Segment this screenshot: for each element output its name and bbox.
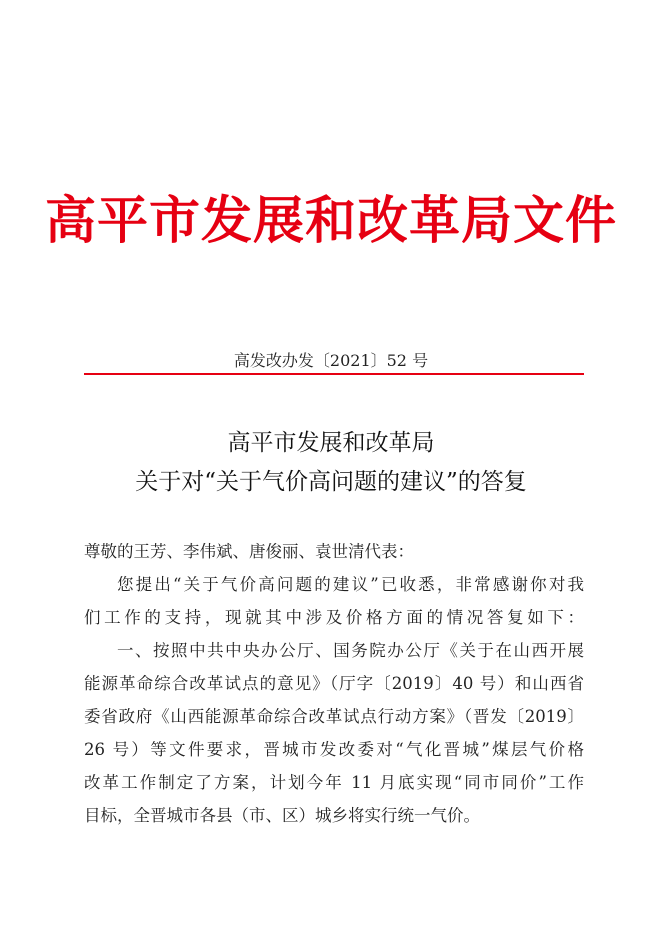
paragraph-line: 目标，全晋城市各县（市、区）城乡将实行统一气价。 [84, 806, 480, 825]
paragraph-line: 委省政府《山西能源革命综合改革试点行动方案》（晋发〔2019〕 [84, 707, 584, 726]
document-title-line-2: 关于对“关于气价高问题的建议”的答复 [135, 469, 527, 495]
paragraph-line: 改革工作制定了方案，计划今年 11 月底实现“同市同价”工作 [84, 773, 584, 792]
document-header-title: 高平市发展和改革局文件 [44, 191, 617, 251]
paragraph-line: 能源革命综合改革试点的意见》（厅字〔2019〕40 号）和山西省 [84, 674, 584, 693]
paragraph-line: 一、按照中共中央办公厅、国务院办公厅《关于在山西开展 [117, 641, 584, 660]
paragraph-line: 们工作的支持，现就其中涉及价格方面的情况答复如下： [84, 608, 584, 627]
salutation: 尊敬的王芳、李伟斌、唐俊丽、袁世清代表： [84, 542, 414, 561]
paragraph-line: 26 号）等文件要求，晋城市发改委对“气化晋城”煤层气价格 [84, 740, 584, 759]
document-title-line-1: 高平市发展和改革局 [227, 430, 435, 456]
paragraph-line: 您提出“关于气价高问题的建议”已收悉，非常感谢你对我 [117, 575, 584, 594]
document-number: 高发改办发〔2021〕52 号 [233, 351, 429, 370]
red-separator-line [84, 373, 584, 375]
